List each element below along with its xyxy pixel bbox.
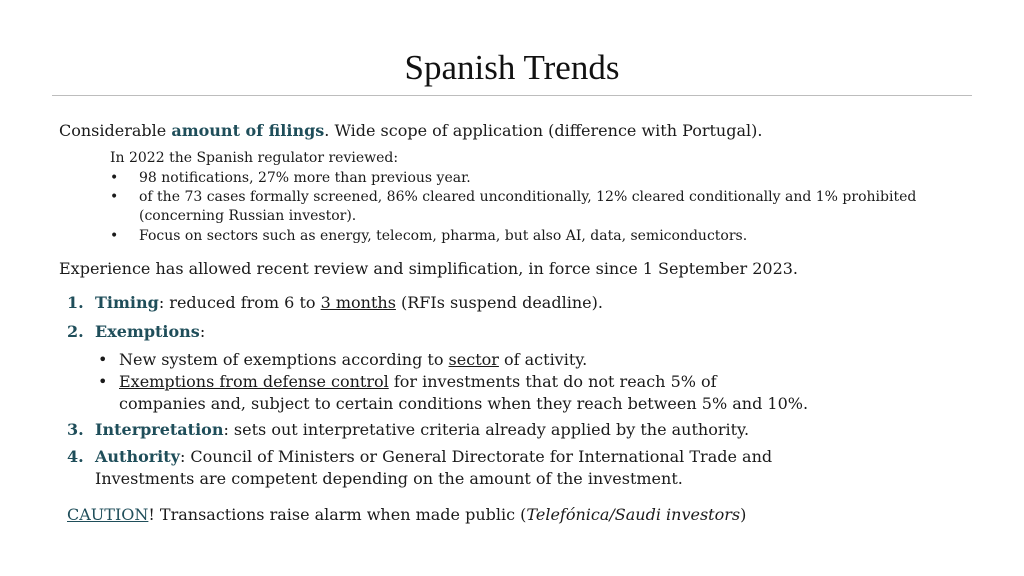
title-divider bbox=[52, 95, 972, 96]
exemptions-bullet-sector bbox=[119, 350, 587, 369]
intro-highlight: amount of filings bbox=[171, 121, 325, 140]
authority-text: : Council of Ministers or General Directorate for International Trade and bbox=[179, 447, 773, 466]
timing-text-end: (RFIs suspend deadline). bbox=[395, 293, 603, 312]
exemptions-bullet-defense-cont: companies and, subject to certain conditions when they reach between 5% and 10%. bbox=[119, 394, 809, 413]
exemptions-label: Exemptions bbox=[95, 322, 200, 341]
timing-text: : reduced from 6 to bbox=[158, 293, 321, 312]
exemptions-bullet-defense bbox=[119, 372, 717, 391]
bullet-icon: • bbox=[98, 372, 108, 391]
list-item-interpretation bbox=[95, 420, 749, 439]
defense-underlined: Exemptions from defense control bbox=[119, 372, 389, 391]
timing-underlined: 3 months bbox=[320, 293, 396, 312]
sector-text: New system of exemptions according to bbox=[119, 350, 449, 369]
interpretation-label: Interpretation bbox=[95, 420, 224, 439]
authority-label: Authority bbox=[95, 447, 180, 466]
caution-italic: Telefónica/Saudi investors bbox=[526, 505, 741, 524]
caution-link[interactable]: CAUTION bbox=[67, 505, 149, 524]
list-number: 4. bbox=[67, 447, 84, 466]
defense-text: for investments that do not reach 5% of bbox=[388, 372, 717, 391]
intro-paragraph bbox=[59, 121, 762, 140]
regulator-item-screened: of the 73 cases formally screened, 86% cleared unconditionally, 12% cleared conditionally and 1% prohibited bbox=[139, 189, 917, 205]
regulator-item-sectors: Focus on sectors such as energy, telecom, pharma, but also AI, data, semiconductors. bbox=[139, 228, 748, 244]
bullet-icon: • bbox=[110, 228, 119, 244]
list-number: 2. bbox=[67, 322, 84, 341]
slide-title: Spanish Trends bbox=[404, 48, 620, 87]
list-number: 3. bbox=[67, 420, 84, 439]
sector-underlined: sector bbox=[448, 350, 499, 369]
bullet-icon: • bbox=[110, 189, 119, 205]
bullet-icon: • bbox=[110, 170, 119, 186]
caution-text-end: ) bbox=[740, 505, 747, 524]
experience-paragraph: Experience has allowed recent review and simplification, in force since 1 September 2023. bbox=[59, 259, 799, 278]
regulator-item-notifications: 98 notifications, 27% more than previous year. bbox=[139, 170, 471, 186]
caution-text: ! Transactions raise alarm when made public ( bbox=[148, 505, 527, 524]
list-item-timing bbox=[95, 293, 603, 312]
list-item-exemptions bbox=[95, 322, 205, 341]
intro-suffix: . Wide scope of application (difference with Portugal). bbox=[324, 121, 763, 140]
caution-paragraph bbox=[67, 505, 746, 524]
timing-label: Timing bbox=[95, 293, 159, 312]
list-number: 1. bbox=[67, 293, 84, 312]
authority-text-cont: Investments are competent depending on the amount of the investment. bbox=[95, 469, 683, 488]
bullet-icon: • bbox=[98, 350, 108, 369]
intro-prefix: Considerable bbox=[59, 121, 172, 140]
regulator-lead: In 2022 the Spanish regulator reviewed: bbox=[110, 150, 399, 166]
interpretation-text: : sets out interpretative criteria already applied by the authority. bbox=[223, 420, 750, 439]
regulator-item-screened-cont: (concerning Russian investor). bbox=[139, 208, 357, 224]
list-item-authority bbox=[95, 447, 772, 466]
sector-text-end: of activity. bbox=[498, 350, 588, 369]
exemptions-colon: : bbox=[199, 322, 206, 341]
